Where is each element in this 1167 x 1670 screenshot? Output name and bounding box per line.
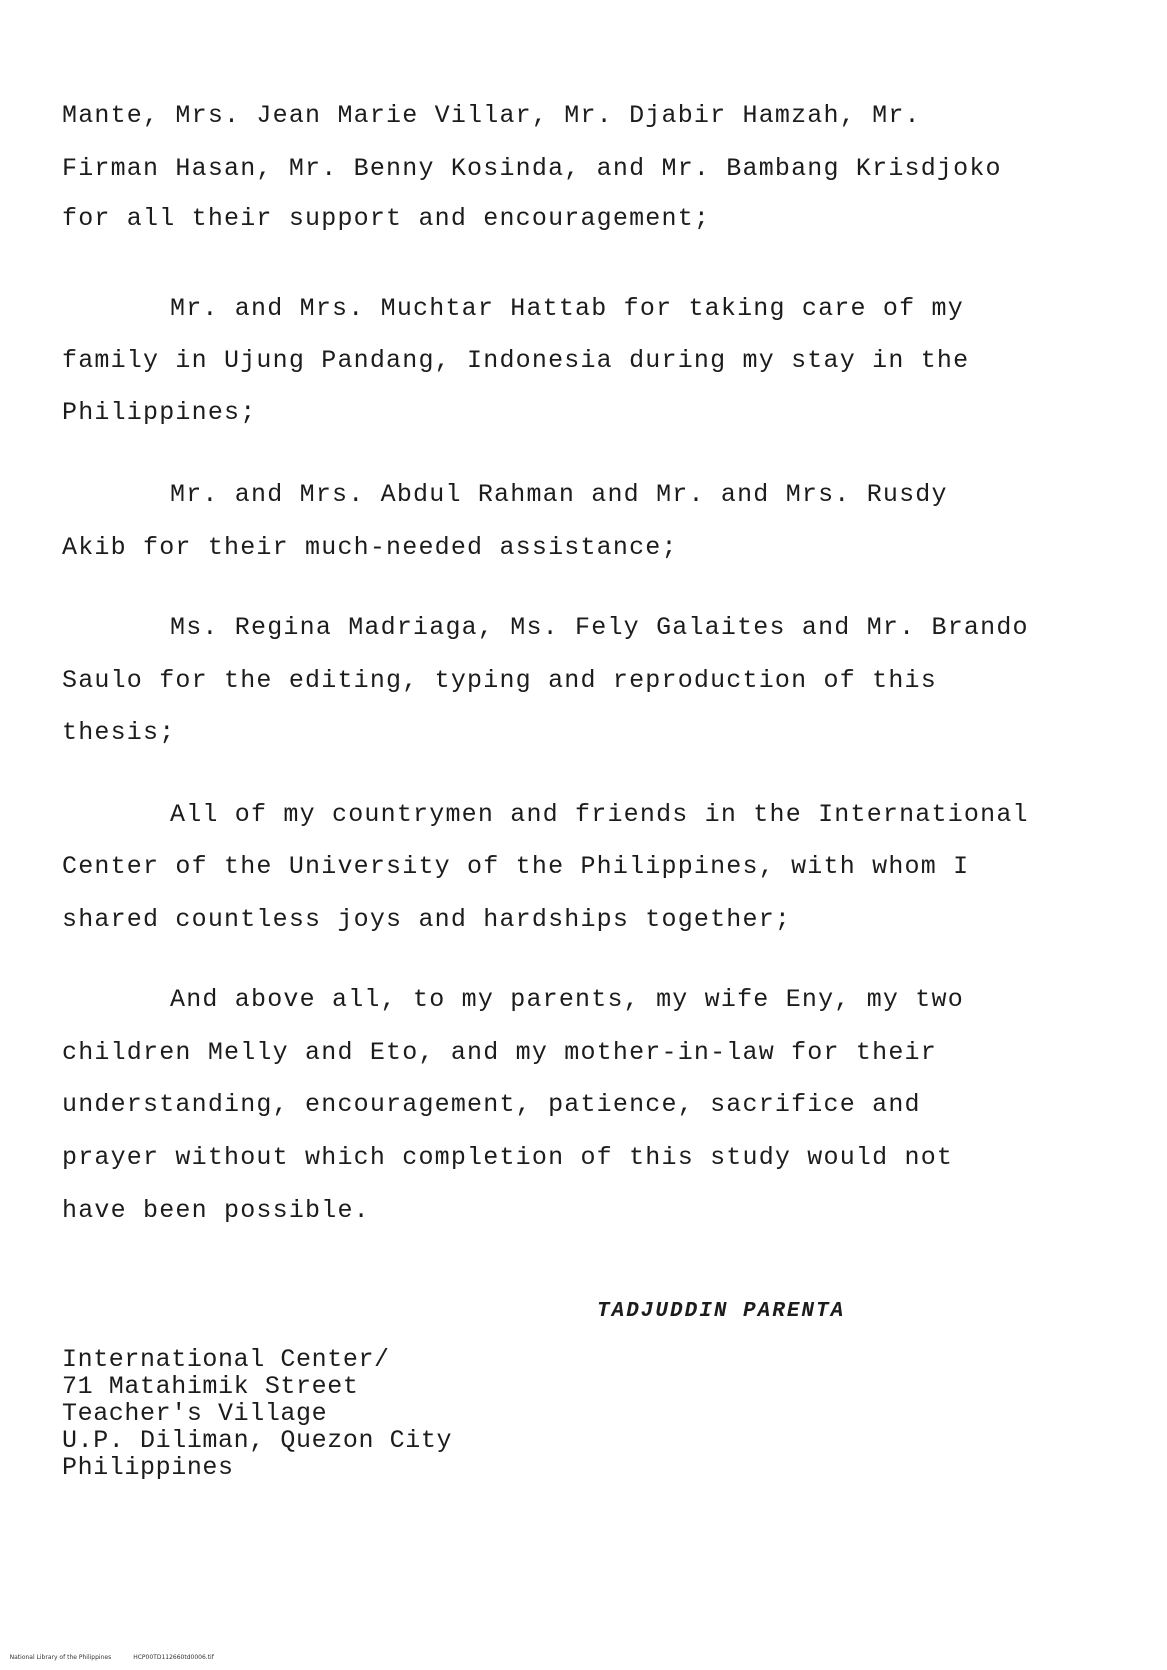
paragraph-2-line-2: family in Ujung Pandang, Indonesia during my stay in the: [62, 346, 970, 375]
paragraph-5-line-1: All of my countrymen and friends in the International: [170, 800, 1029, 829]
paragraph-4-line-3: thesis;: [62, 718, 176, 747]
paragraph-4-line-1: Ms. Regina Madriaga, Ms. Fely Galaites and Mr. Brando: [170, 613, 1029, 642]
address-line-3: Teacher's Village: [62, 1399, 328, 1428]
paragraph-6-line-5: have been possible.: [62, 1196, 370, 1225]
paragraph-3-line-1: Mr. and Mrs. Abdul Rahman and Mr. and Mrs. Rusdy: [170, 480, 948, 509]
paragraph-1-line-3: for all their support and encouragement;: [62, 204, 711, 233]
paragraph-3-line-2: Akib for their much-needed assistance;: [62, 533, 678, 562]
address-line-5: Philippines: [62, 1453, 234, 1482]
paragraph-2-line-1: Mr. and Mrs. Muchtar Hattab for taking care of my: [170, 294, 964, 323]
scan-footer: [2, 1646, 236, 1670]
address-line-1: International Center/: [62, 1345, 390, 1374]
paragraph-6-line-3: understanding, encouragement, patience, sacrifice and: [62, 1090, 921, 1119]
author-signature-name: TADJUDDIN PARENTA: [597, 1300, 846, 1323]
address-line-2: 71 Matahimik Street: [62, 1372, 359, 1401]
footer-file-id: HCP00TD112660td0006.tif: [133, 1654, 214, 1661]
paragraph-1-line-1: Mante, Mrs. Jean Marie Villar, Mr. Djabir Hamzah, Mr.: [62, 101, 921, 130]
paragraph-5-line-3: shared countless joys and hardships together;: [62, 905, 792, 934]
paragraph-4-line-2: Saulo for the editing, typing and reproduction of this: [62, 666, 937, 695]
footer-library-name: National Library of the Philippines: [9, 1654, 112, 1661]
paragraph-6-line-4: prayer without which completion of this study would not: [62, 1143, 954, 1172]
paragraph-6-line-1: And above all, to my parents, my wife Eny, my two: [170, 985, 964, 1014]
paragraph-2-line-3: Philippines;: [62, 398, 257, 427]
paragraph-6-line-2: children Melly and Eto, and my mother-in-law for their: [62, 1038, 937, 1067]
paragraph-1-line-2: Firman Hasan, Mr. Benny Kosinda, and Mr. Bambang Krisdjoko: [62, 154, 1002, 183]
paragraph-5-line-2: Center of the University of the Philippines, with whom I: [62, 852, 970, 881]
address-line-4: U.P. Diliman, Quezon City: [62, 1426, 453, 1455]
